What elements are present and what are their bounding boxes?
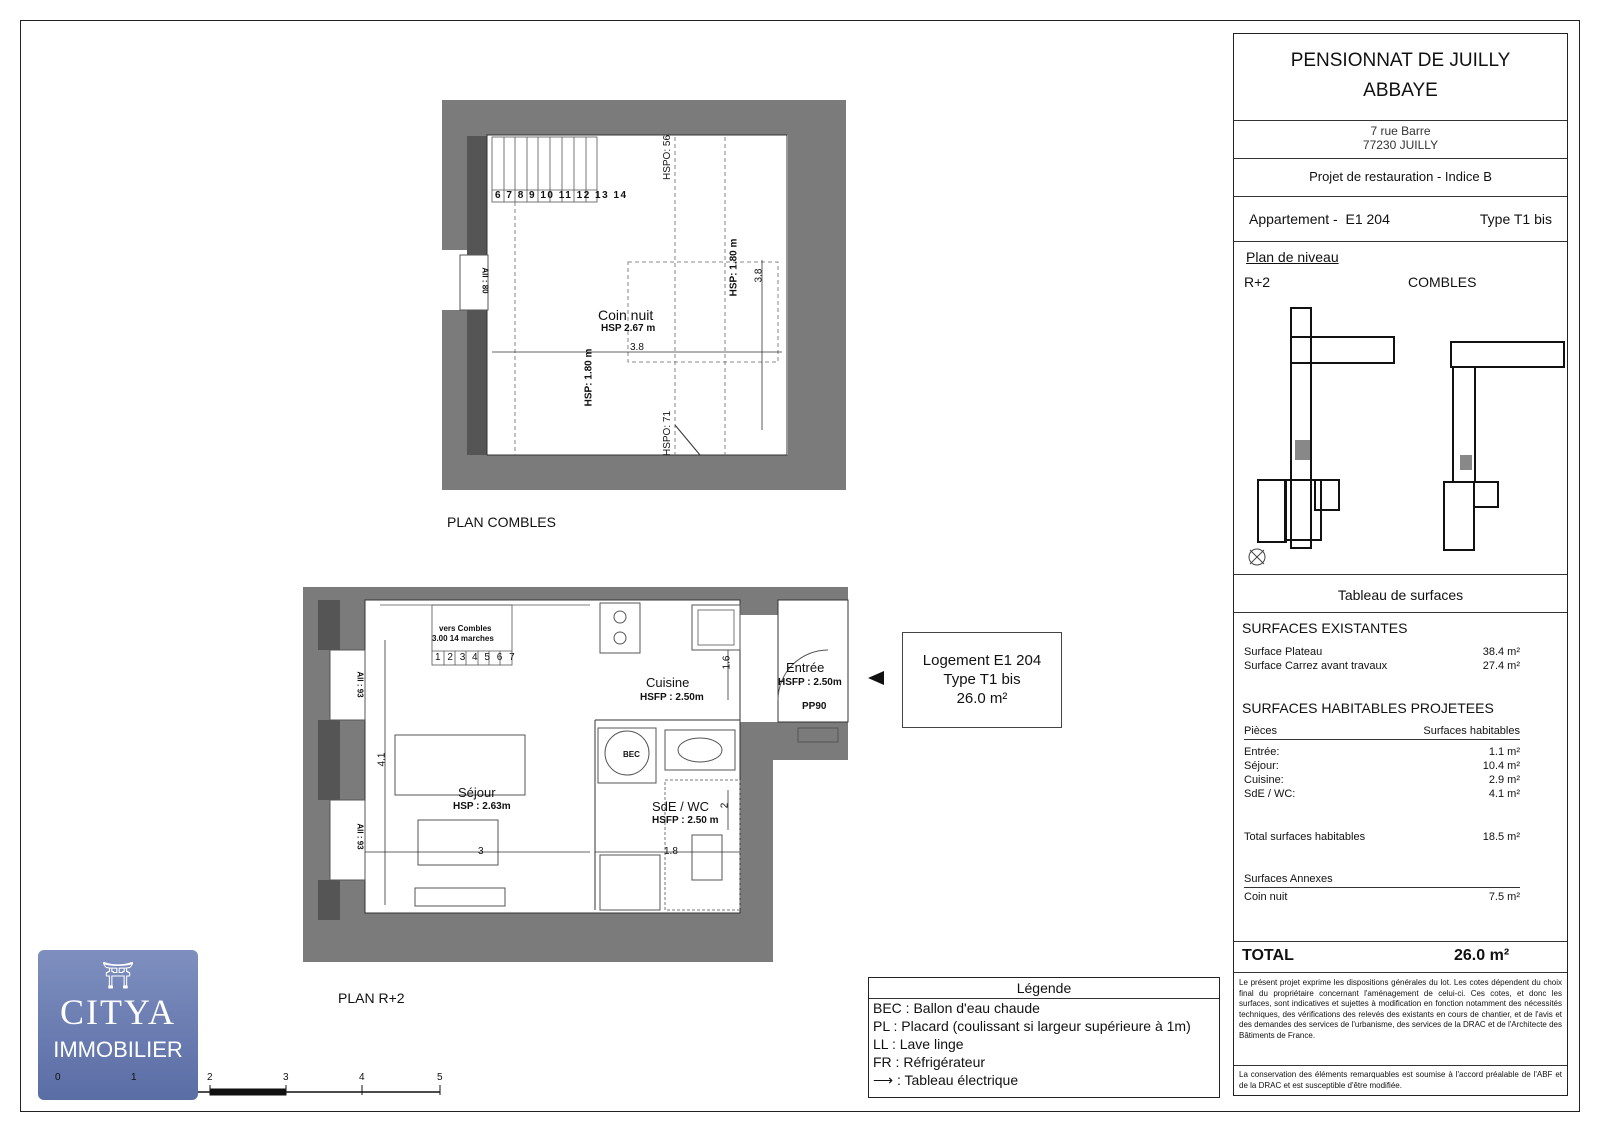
annex-header: Surfaces Annexes bbox=[1244, 873, 1520, 888]
room-row: Séjour: 10.4 m² bbox=[1244, 760, 1520, 772]
dim-4-1: 4.1 bbox=[376, 752, 388, 767]
dim-3: 3 bbox=[478, 846, 484, 857]
legend-item: LL : Lave linge bbox=[873, 1036, 964, 1052]
address-row bbox=[1234, 121, 1567, 159]
project-row bbox=[1234, 159, 1567, 197]
conservation-note: La conservation des éléments remarquables est soumise à l'accord préalable de l'ABF et de la DRAC et est susceptible d'être modifiée. bbox=[1239, 1070, 1562, 1090]
surfaces-table-title: Tableau de surfaces bbox=[1337, 587, 1464, 603]
stair-note-1: vers Combles bbox=[439, 624, 492, 633]
combles-hspo-1: HSPO: 56 bbox=[662, 134, 674, 181]
projected-header: SURFACES HABITABLES PROJETEES bbox=[1242, 700, 1494, 716]
citya-logo bbox=[38, 950, 198, 1100]
room-row: Cuisine: 2.9 m² bbox=[1244, 774, 1520, 786]
legend-item: FR : Réfrigérateur bbox=[873, 1054, 986, 1070]
combles-hsp-1: HSP: 1.80 m bbox=[583, 348, 595, 407]
note-divider bbox=[1234, 1065, 1567, 1066]
pp90-label: PP90 bbox=[802, 701, 827, 712]
plan-combles-title: PLAN COMBLES bbox=[447, 514, 556, 530]
logement-line2: Type T1 bis bbox=[943, 671, 1021, 688]
disclaimer-note: Le présent projet exprime les dispositions générales du lot. Les cotes dépendent du choix final du propriétaire concernant l'aménagement de celui-ci. Ces cotes, et donc les surfaces, sont indicatives et sujettes à modification en fonction notamment des nécessités techniques, des vérifications des relevés des existants en cours de chantier, et de l'avis et des demandes des services de l'urbanisme, des services de la DRAC et de l'Architecte des Bâtiments de France. bbox=[1239, 978, 1562, 1040]
r2-window-label-1: All : 93 bbox=[355, 671, 365, 698]
combles-hsp-2: HSP: 1.80 m bbox=[728, 238, 740, 297]
r2-window-label-2: All : 93 bbox=[355, 823, 365, 850]
existing-row: Surface Carrez avant travaux 27.4 m² bbox=[1244, 660, 1520, 672]
plan-r2-title: PLAN R+2 bbox=[338, 990, 405, 1006]
entree-hsfp: HSFP : 2.50m bbox=[778, 677, 842, 688]
scale-tick: 4 bbox=[359, 1072, 365, 1083]
existing-header: SURFACES EXISTANTES bbox=[1242, 620, 1408, 636]
legend bbox=[868, 977, 1220, 1098]
sejour-hsp: HSP : 2.63m bbox=[453, 801, 511, 812]
combles-dim-width: 3.8 bbox=[630, 342, 644, 353]
level-combles-label: COMBLES bbox=[1408, 274, 1477, 290]
coin-nuit-hsp: HSP 2.67 m bbox=[601, 323, 656, 334]
annex-row: Coin nuit 7.5 m² bbox=[1244, 891, 1520, 903]
apartment-row bbox=[1234, 197, 1567, 242]
total-row bbox=[1234, 941, 1567, 973]
total-label: TOTAL bbox=[1242, 947, 1294, 964]
legend-item-electrical: ⟶ : Tableau électrique bbox=[873, 1072, 1019, 1088]
legend-item: BEC : Ballon d'eau chaude bbox=[873, 1000, 1040, 1016]
scale-tick: 5 bbox=[437, 1072, 443, 1083]
logement-line1: Logement E1 204 bbox=[922, 652, 1042, 669]
apartment-type: Type T1 bis bbox=[1479, 211, 1552, 227]
sde-hsfp: HSFP : 2.50 m bbox=[652, 815, 719, 826]
sde-label: SdE / WC bbox=[652, 799, 710, 814]
logo-emblem-icon: ⛩ bbox=[101, 960, 135, 990]
surfaces-body bbox=[1234, 613, 1567, 941]
dim-1-6: 1.6 bbox=[721, 655, 733, 670]
projected-col-headers: Pièces Surfaces habitables bbox=[1244, 725, 1520, 740]
bec-label: BEC bbox=[623, 750, 640, 759]
scale-tick: 0 bbox=[55, 1072, 61, 1083]
project-label: Projet de restauration - Indice B bbox=[1309, 169, 1492, 184]
legend-item: PL : Placard (coulissant si largeur supérieure à 1m) bbox=[873, 1018, 1191, 1034]
address-line1: 7 rue Barre bbox=[1370, 124, 1431, 138]
stair-note-2: 3.00 14 marches bbox=[432, 634, 494, 643]
project-name-line2: ABBAYE bbox=[1363, 80, 1438, 101]
scale-tick: 3 bbox=[283, 1072, 289, 1083]
electrical-panel-icon: ⟶ bbox=[873, 1072, 894, 1088]
plan-level-row bbox=[1234, 242, 1567, 575]
total-habitable-row: Total surfaces habitables 18.5 m² bbox=[1244, 831, 1520, 843]
surfaces-title-row bbox=[1234, 575, 1567, 613]
legend-title: Légende bbox=[869, 978, 1219, 999]
dim-2: 2 bbox=[719, 802, 731, 809]
room-row: Entrée: 1.1 m² bbox=[1244, 746, 1520, 758]
combles-hspo-2: HSPO: 71 bbox=[662, 410, 674, 457]
entree-label: Entrée bbox=[786, 660, 825, 675]
level-r2-label: R+2 bbox=[1244, 274, 1271, 290]
cuisine-hsfp: HSFP : 2.50m bbox=[640, 692, 704, 703]
plan-level-title: Plan de niveau bbox=[1246, 249, 1339, 265]
pointer-arrow bbox=[868, 671, 884, 685]
scale-tick: 1 bbox=[131, 1072, 137, 1083]
dim-1-8: 1.8 bbox=[664, 846, 678, 857]
r2-stair-numbers: 1 2 3 4 5 6 7 bbox=[435, 652, 517, 663]
scale-tick: 2 bbox=[207, 1072, 213, 1083]
apartment-id: Appartement - E1 204 bbox=[1249, 211, 1390, 227]
sejour-label: Séjour bbox=[458, 785, 496, 800]
logement-box bbox=[902, 632, 1062, 728]
address-line2: 77230 JUILLY bbox=[1362, 138, 1439, 152]
logo-line1: CITYA bbox=[60, 992, 176, 1032]
total-value: 26.0 m² bbox=[1454, 947, 1510, 964]
combles-dim-height: 3.8 bbox=[753, 268, 765, 283]
logement-line3: 26.0 m² bbox=[956, 690, 1008, 707]
combles-stair-numbers: 6 7 8 9 10 11 12 13 14 bbox=[495, 190, 628, 201]
room-row: SdE / WC: 4.1 m² bbox=[1244, 788, 1520, 800]
project-name-line1: PENSIONNAT DE JUILLY bbox=[1290, 50, 1511, 71]
cuisine-label: Cuisine bbox=[646, 675, 690, 690]
project-name-row bbox=[1234, 34, 1567, 121]
coin-nuit-label: Coin nuit bbox=[598, 307, 654, 323]
combles-window-label: All : 80 bbox=[480, 267, 490, 294]
logo-line2: IMMOBILIER bbox=[53, 1037, 183, 1062]
existing-row: Surface Plateau 38.4 m² bbox=[1244, 646, 1520, 658]
title-block bbox=[1233, 33, 1568, 1096]
